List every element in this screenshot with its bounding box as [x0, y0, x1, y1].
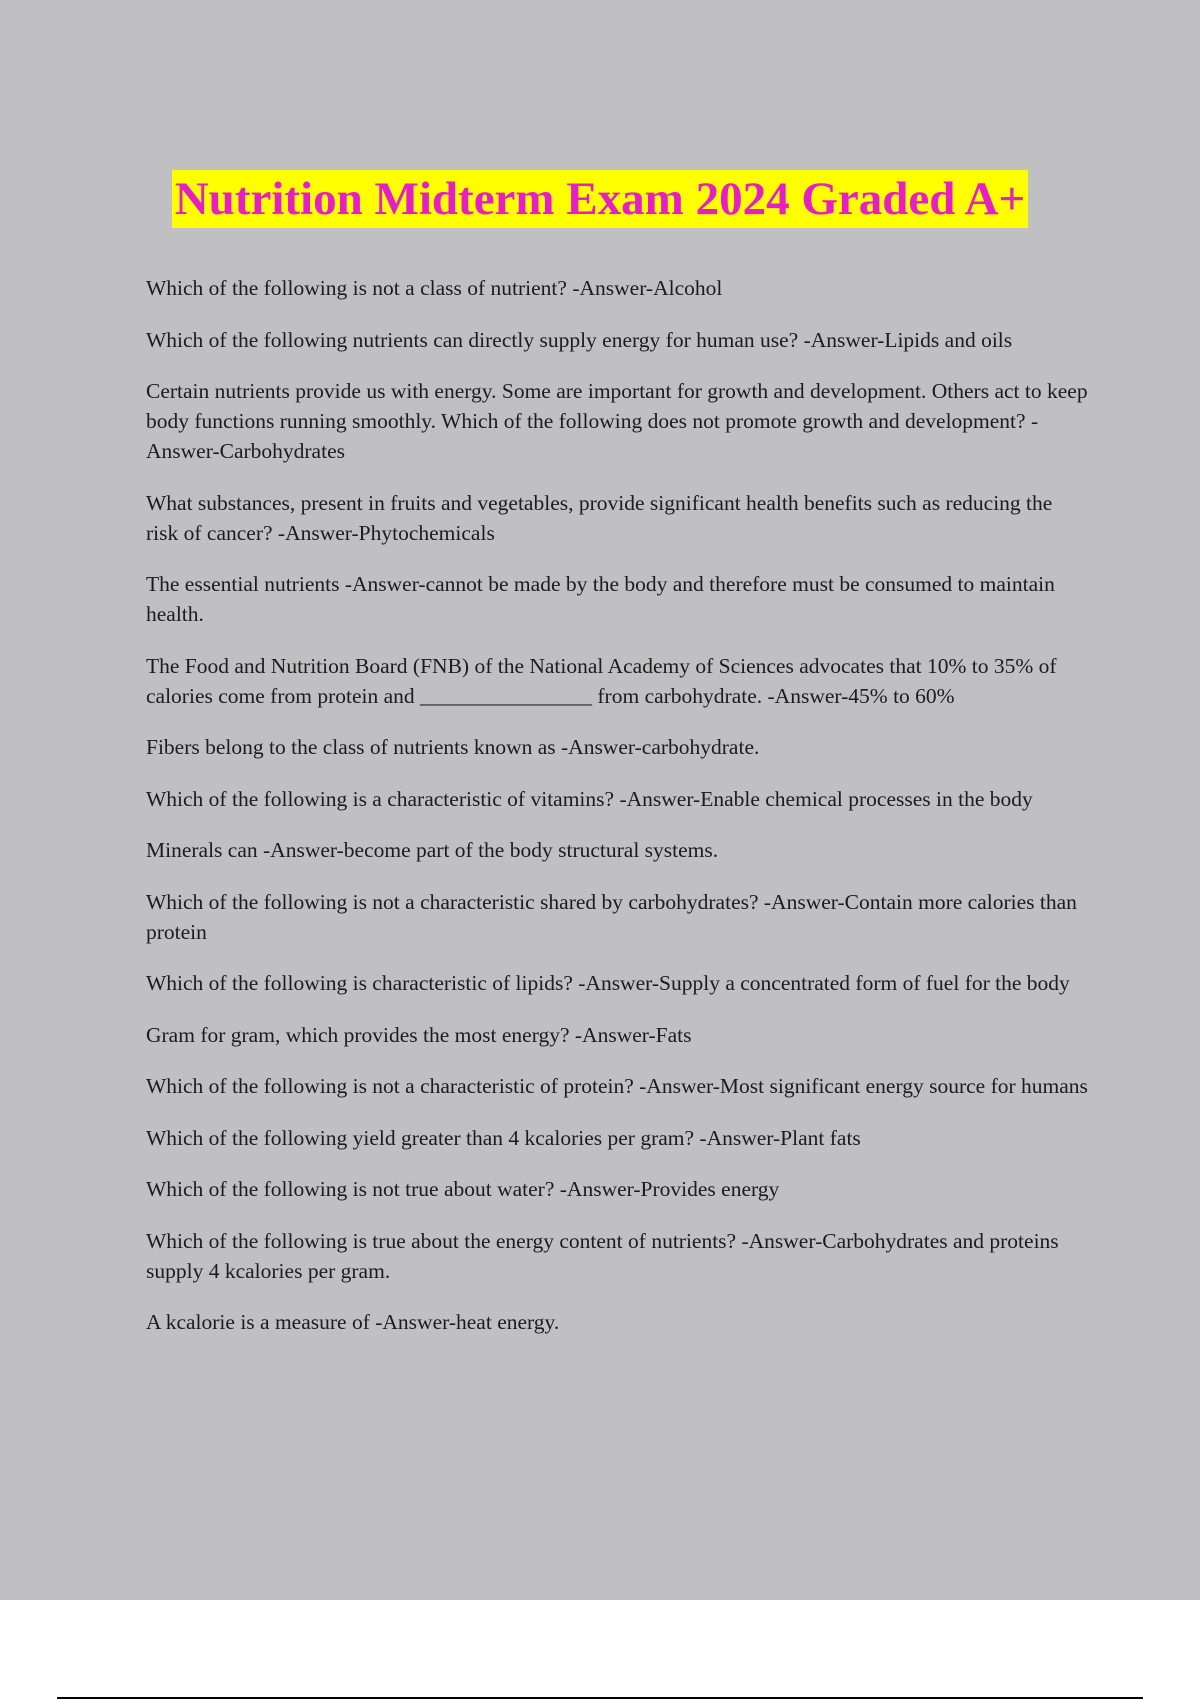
question-item: Fibers belong to the class of nutrients known as -Answer-carbohydrate.: [146, 735, 760, 759]
question-item: Which of the following is not a class of nutrient? -Answer-Alcohol: [146, 276, 723, 300]
question-item: The essential nutrients -Answer-cannot be made by the body and therefore must be consumed to maintain health.: [146, 572, 1055, 626]
question-item: Which of the following is characteristic of lipids? -Answer-Supply a concentrated form of fuel for the body: [146, 971, 1070, 995]
question-item: What substances, present in fruits and vegetables, provide significant health benefits such as reducing the risk of cancer? -Answer-Phytochemicals: [146, 490, 1053, 545]
question-item: Which of the following is not true about water? -Answer-Provides energy: [146, 1177, 780, 1201]
question-item: Which of the following is a characteristic of vitamins? -Answer-Enable chemical processes in the body: [146, 786, 1033, 811]
question-item: A kcalorie is a measure of -Answer-heat energy.: [146, 1310, 560, 1334]
title-container: [0, 170, 1200, 228]
question-item: Minerals can -Answer-become part of the body structural systems.: [146, 838, 719, 862]
footer-divider: [57, 1697, 1143, 1699]
question-item: Which of the following nutrients can directly supply energy for human use? -Answer-Lipids and oils: [146, 327, 1013, 352]
question-item: Gram for gram, which provides the most energy? -Answer-Fats: [146, 1022, 692, 1047]
question-item: Which of the following is true about the energy content of nutrients? -Answer-Carbohydrates and proteins supply 4 kcalories per gram.: [146, 1228, 1059, 1283]
question-item: The Food and Nutrition Board (FNB) of the National Academy of Sciences advocates that 10% to 35% of calories come from protein and ________________ from carbohydrate. -Answer-45% to 60%: [146, 653, 1057, 708]
question-item: Which of the following is not a characteristic shared by carbohydrates? -Answer-Contain more calories than protein: [146, 889, 1077, 944]
question-item: Which of the following is not a characteristic of protein? -Answer-Most significant energy source for humans: [146, 1074, 1088, 1098]
question-item: Which of the following yield greater than 4 kcalories per gram? -Answer-Plant fats: [146, 1125, 861, 1150]
question-list: [146, 273, 1088, 1353]
question-item: Certain nutrients provide us with energy. Some are important for growth and development. Others act to keep body functions running smoothly. Which of the following does not promote growth and development? -Answer-Carbohydrates: [146, 379, 1088, 463]
page-title: Nutrition Midterm Exam 2024 Graded A+: [172, 170, 1029, 228]
